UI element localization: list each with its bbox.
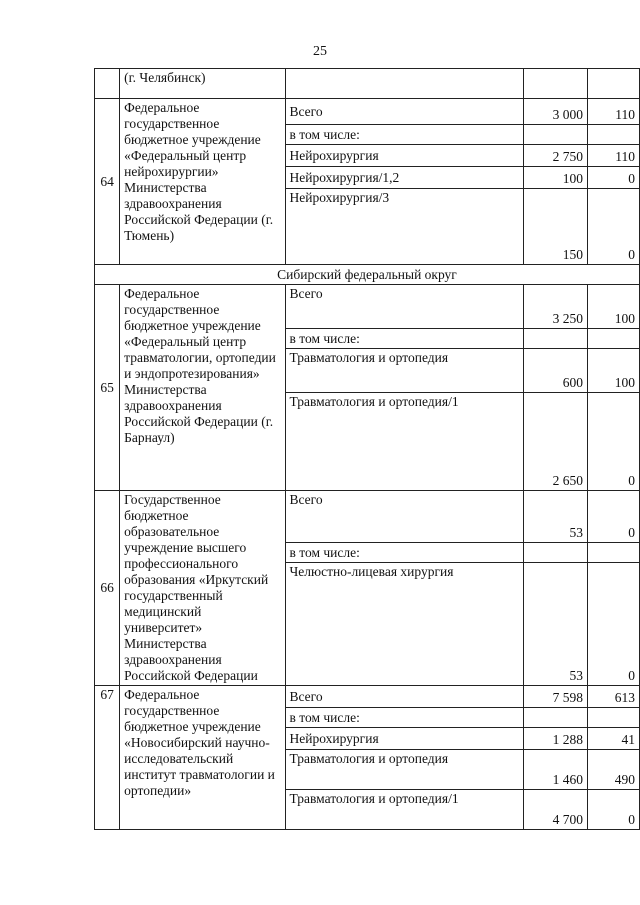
organization-name: Государственное бюджетное образовательное учреждение высшего профессионального образования «Иркутский государственный медицинский университет» Министерства здравоохранения Российской Федерации [120, 491, 285, 686]
volume-value-2: 0 [587, 563, 639, 686]
care-profile: Всего [285, 491, 523, 543]
volume-value-2: 100 [587, 285, 639, 329]
volume-value-2: 110 [587, 145, 639, 167]
care-profile: Нейрохирургия [285, 145, 523, 167]
care-profile: Нейрохирургия [285, 728, 523, 750]
care-profile: Нейрохирургия/3 [285, 189, 523, 265]
care-profile: в том числе: [285, 708, 523, 728]
page-number: 25 [313, 44, 327, 59]
row-number: 64 [95, 99, 120, 265]
volume-value [523, 329, 587, 349]
volume-value-2: 41 [587, 728, 639, 750]
volume-value-2: 0 [587, 189, 639, 265]
profile-cell [285, 69, 523, 99]
organization-name: Федеральное государственное бюджетное учреждение «Новосибирский научно-исследовательский институт травматологии и ортопедии» [120, 686, 285, 830]
organization-name: Федеральное государственное бюджетное учреждение «Федеральный центр нейрохирургии» Министерства здравоохранения Российской Федерации (г. Тюмень) [120, 99, 285, 265]
table-row [95, 686, 640, 708]
organization-cell: (г. Челябинск) [120, 69, 285, 99]
care-profile: в том числе: [285, 329, 523, 349]
care-profile: Травматология и ортопедия/1 [285, 393, 523, 491]
volume-value-2 [587, 543, 639, 563]
care-profile: в том числе: [285, 125, 523, 145]
volume-value: 53 [523, 563, 587, 686]
value2-cell [587, 69, 639, 99]
volume-value: 1 460 [523, 750, 587, 790]
organization-name: Федеральное государственное бюджетное учреждение «Федеральный центр травматологии, ортопедии и эндопротезирования» Министерства здравоохранения Российской Федерации (г. Барнаул) [120, 285, 285, 491]
care-profile: Травматология и ортопедия/1 [285, 790, 523, 830]
table-row [95, 285, 640, 329]
care-profile: Всего [285, 686, 523, 708]
volume-value-2: 613 [587, 686, 639, 708]
volume-value-2: 110 [587, 99, 639, 125]
volume-value: 4 700 [523, 790, 587, 830]
volume-value: 2 750 [523, 145, 587, 167]
care-profile: Травматология и ортопедия [285, 349, 523, 393]
volume-value [523, 125, 587, 145]
volume-value-2: 0 [587, 167, 639, 189]
volume-value: 1 288 [523, 728, 587, 750]
volume-value: 2 650 [523, 393, 587, 491]
region-row [95, 265, 640, 285]
volume-value: 150 [523, 189, 587, 265]
volume-value-2 [587, 708, 639, 728]
table-row [95, 99, 640, 125]
volume-value-2: 0 [587, 393, 639, 491]
volume-value-2: 100 [587, 349, 639, 393]
volume-value: 100 [523, 167, 587, 189]
continuation-row [95, 69, 640, 99]
volume-value: 53 [523, 491, 587, 543]
volume-value: 3 000 [523, 99, 587, 125]
volume-value-2: 490 [587, 750, 639, 790]
quota-table [94, 68, 640, 830]
row-number: 66 [95, 491, 120, 686]
row-number-cell [95, 69, 120, 99]
care-profile: Нейрохирургия/1,2 [285, 167, 523, 189]
row-number: 65 [95, 285, 120, 491]
volume-value: 600 [523, 349, 587, 393]
volume-value-2 [587, 329, 639, 349]
value-cell [523, 69, 587, 99]
volume-value: 3 250 [523, 285, 587, 329]
volume-value-2: 0 [587, 491, 639, 543]
volume-value-2: 0 [587, 790, 639, 830]
volume-value [523, 543, 587, 563]
care-profile: Всего [285, 99, 523, 125]
care-profile: в том числе: [285, 543, 523, 563]
volume-value: 7 598 [523, 686, 587, 708]
care-profile: Челюстно-лицевая хирургия [285, 563, 523, 686]
care-profile: Всего [285, 285, 523, 329]
care-profile: Травматология и ортопедия [285, 750, 523, 790]
region-title: Сибирский федеральный округ [95, 265, 640, 285]
row-number: 67 [95, 686, 120, 830]
quota-table-body [95, 69, 640, 830]
table-row [95, 491, 640, 543]
volume-value [523, 708, 587, 728]
volume-value-2 [587, 125, 639, 145]
